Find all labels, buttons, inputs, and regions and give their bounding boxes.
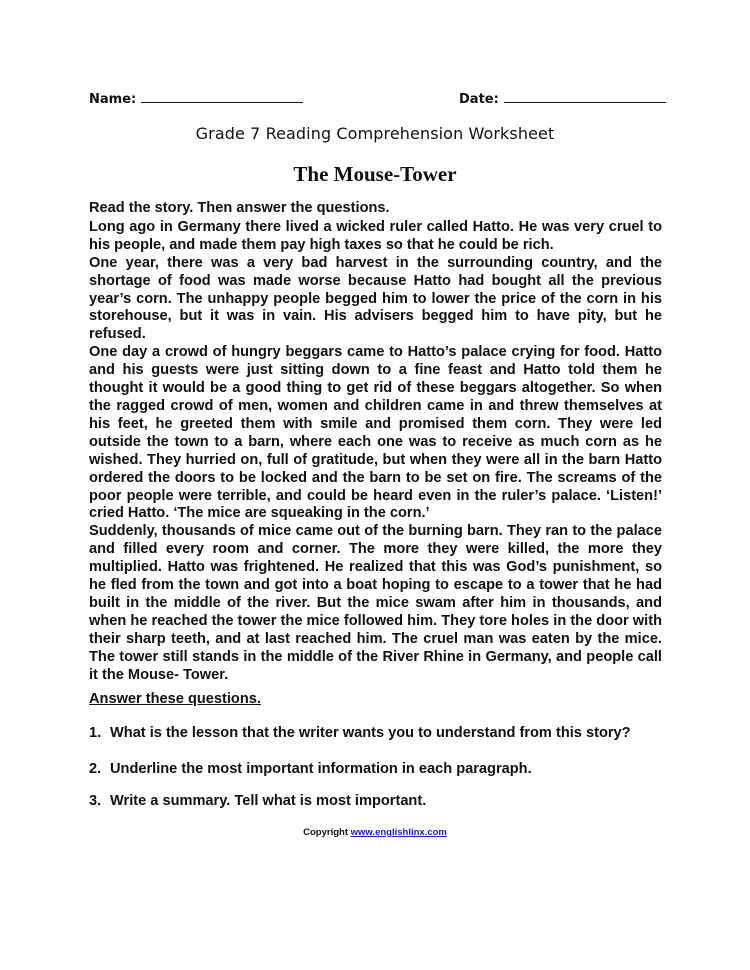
question-item xyxy=(89,793,426,809)
copyright-footer xyxy=(0,827,750,838)
question-item xyxy=(89,761,532,777)
question-text: What is the lesson that the writer wants you to understand from this story? xyxy=(110,725,631,741)
instructions-text: Read the story. Then answer the questions. xyxy=(89,200,390,216)
date-blank-line[interactable] xyxy=(504,90,666,103)
story-title: The Mouse-Tower xyxy=(293,162,457,186)
name-label: Name: xyxy=(89,92,137,107)
question-item xyxy=(89,725,631,741)
date-field[interactable] xyxy=(459,90,666,107)
question-text: Underline the most important information in each paragraph. xyxy=(110,761,532,777)
story-paragraph: One year, there was a very bad harvest in the surrounding country, and the shortage of food was made worse because Hatto had bought all the previous year’s corn. The unhappy people begged him to lower the price of the corn in his storehouse, but it was in vain. His advisers begged him to have pity, but he refused. xyxy=(89,254,662,343)
copyright-label: Copyright xyxy=(303,827,348,838)
story-paragraph: One day a crowd of hungry beggars came to Hatto’s palace crying for food. Hatto and his guests were just sitting down to a fine feast and Hatto told them he thought it would be a good thing to get rid of these beggars altogether. So when the ragged crowd of men, women and children came in and threw themselves at his feet, he greeted them with smile and promised them corn. They were led outside the town to a barn, where each one was to receive as much corn as he wished. They hurried on, full of gratitude, but when they were all in the barn Hatto ordered the doors to be locked and the barn to be set on fire. The screams of the poor people were terrible, and could be heard even in the ruler’s palace. ‘Listen!’ cried Hatto. ‘The mice are squeaking in the corn.’ xyxy=(89,344,662,522)
story-paragraph: Suddenly, thousands of mice came out of the burning barn. They ran to the palace and filled every room and corner. The more they were killed, the more they multiplied. Hatto was frightened. He realized that this was God’s punishment, so he fled from the town and got into a boat hoping to escape to a tower that he had built in the middle of the river. But the mice swam after him in thousands, and when he reached the tower the mice followed him. They tore holes in the door with their sharp teeth, and at last reached him. The cruel man was eaten by the mice. The tower still stands in the middle of the River Rhine in Germany, and people call it the Mouse- Tower. xyxy=(89,523,662,683)
questions-heading: Answer these questions. xyxy=(89,691,261,707)
worksheet-title: Grade 7 Reading Comprehension Worksheet xyxy=(195,124,555,143)
story-body xyxy=(89,200,662,684)
header-row xyxy=(89,90,661,110)
question-text: Write a summary. Tell what is most important. xyxy=(110,793,427,809)
date-label: Date: xyxy=(459,92,499,107)
question-number: 3. xyxy=(89,793,102,809)
question-number: 1. xyxy=(89,725,102,741)
story-paragraph: Long ago in Germany there lived a wicked ruler called Hatto. He was very cruel to his people, and made them pay high taxes so that he could be rich. xyxy=(89,218,662,253)
question-number: 2. xyxy=(89,761,102,777)
copyright-link[interactable]: www.englishlinx.com xyxy=(350,827,447,838)
name-field[interactable] xyxy=(89,90,303,107)
name-blank-line[interactable] xyxy=(141,90,303,103)
